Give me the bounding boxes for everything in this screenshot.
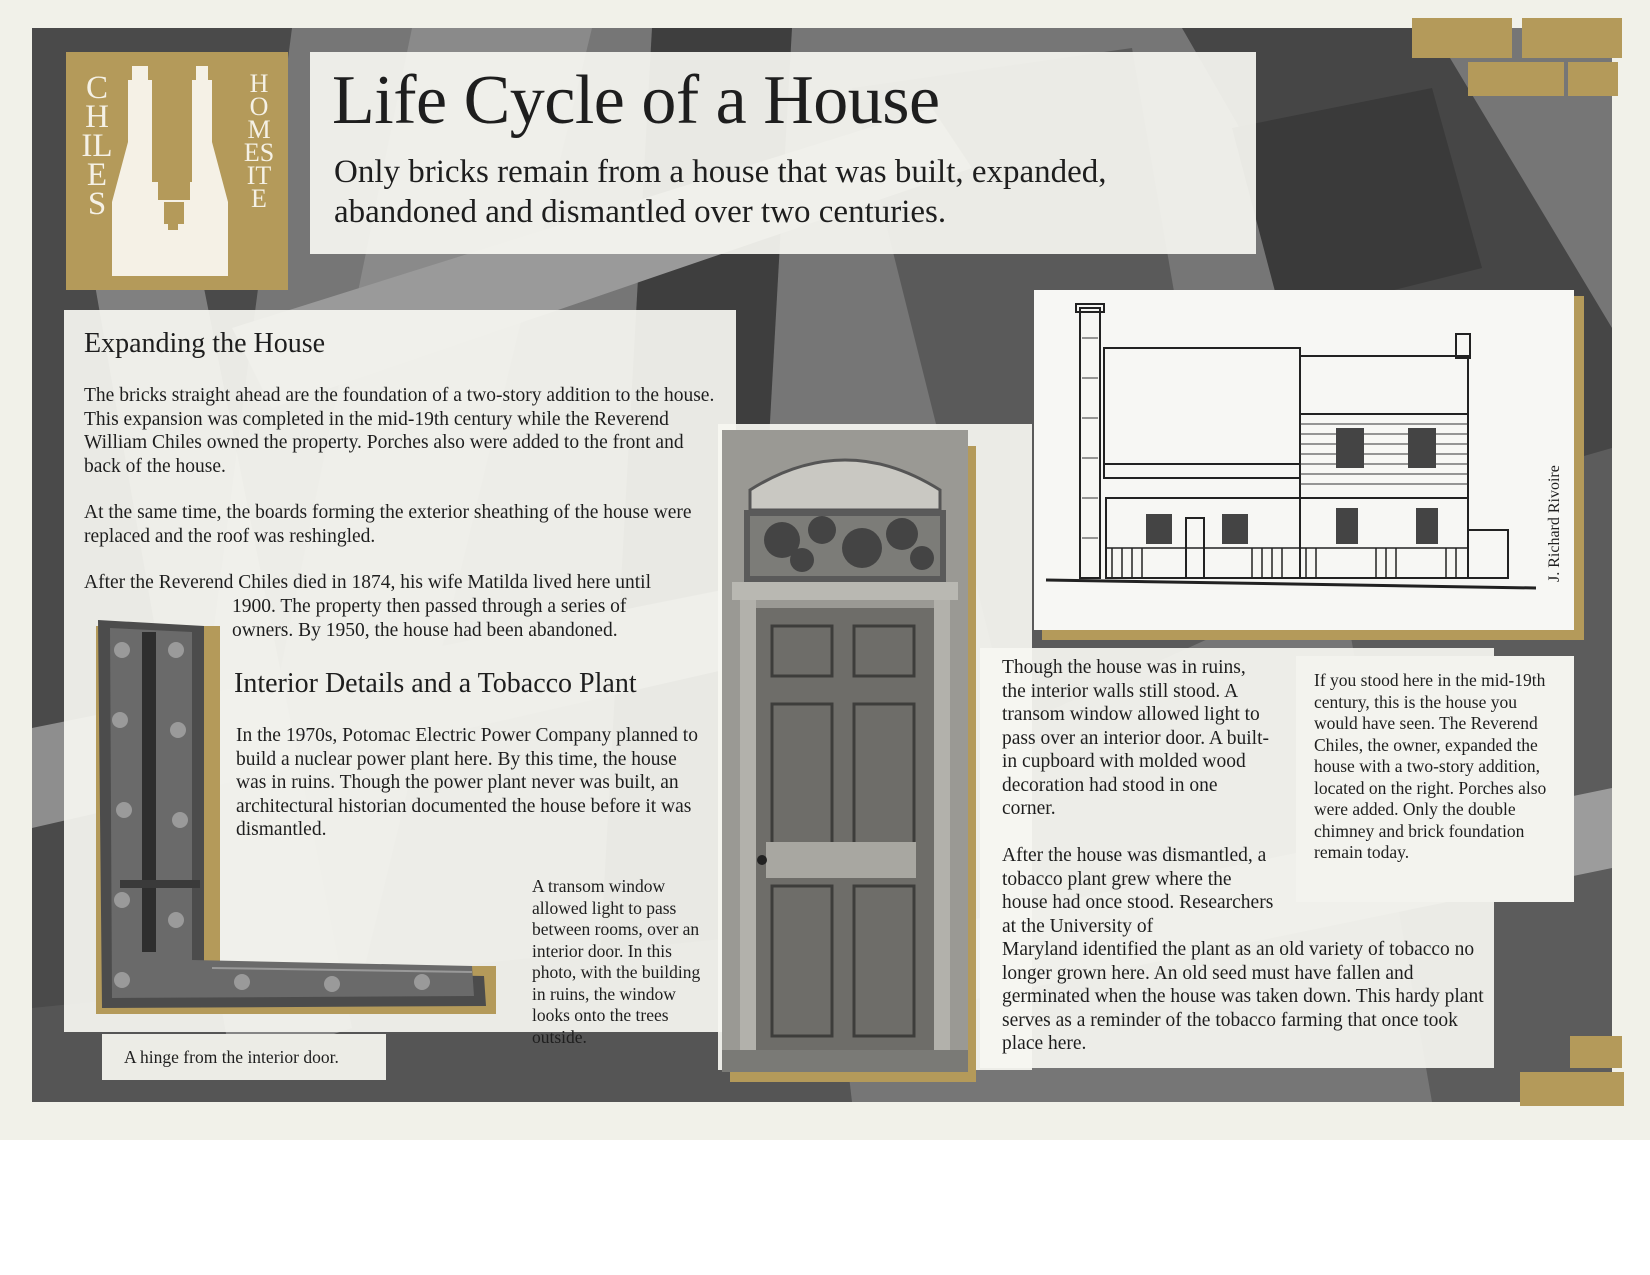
drawing-credit: J. Richard Rivoire [1546, 465, 1563, 582]
ruins-paragraph-2-wide: Maryland identified the plant as an old variety of tobacco no longer grown here. An old seed must have fallen and germinated when the house was taken down. This hardy plant serves as a reminder of the tobacco farming that once took place here. [1002, 939, 1484, 1054]
corner-tab [1568, 62, 1618, 96]
section-heading-expanding: Expanding the House [84, 328, 326, 359]
ruins-paragraph-2-narrow: After the house was dismantled, a tobacco plant grew where the house had once stood. Researchers at the University of [1002, 845, 1274, 937]
hinge-photo [92, 620, 490, 1010]
logo-word-chiles: CHILES [81, 70, 113, 222]
section-heading-interior: Interior Details and a Tobacco Plant [234, 668, 637, 699]
door-photo [722, 430, 968, 1072]
corner-tab [1468, 62, 1564, 96]
transom-caption: A transom window allowed light to pass between rooms, over an interior door. In this photo, with the building in ruins, the window looks onto the trees outside. [532, 876, 701, 1047]
page-title: Life Cycle of a House [332, 62, 940, 139]
expanding-paragraph-2: At the same time, the boards forming the exterior sheathing of the house were replaced and the roof was reshingled. [84, 502, 692, 547]
logo-word-homesite: HOMESITE [243, 69, 275, 213]
interior-paragraph-1: In the 1970s, Potomac Electric Power Company planned to build a nuclear power plant here. By this time, the house was in ruins. Though the power plant never was built, an architectural historian documented the house before it was dismantled. [236, 725, 698, 840]
corner-tab [1570, 1036, 1622, 1068]
page-subtitle: Only bricks remain from a house that was built, expanded, abandoned and dismantled over two centuries. [334, 154, 1107, 230]
drawing-caption: If you stood here in the mid-19th century, this is the house you would have seen. The Reverend Chiles, the owner, expanded the house with a two-story addition, located on the right. Porches also were added. Only the double chimney and brick foundation remain today. [1314, 670, 1547, 862]
house-elevation-drawing [1036, 298, 1546, 608]
expanding-paragraph-3-rest: 1900. The property then passed through a series of owners. By 1950, the house had been abandoned. [232, 596, 627, 641]
expanding-paragraph-3-line1: After the Reverend Chiles died in 1874, his wife Matilda lived here until [84, 572, 651, 593]
hinge-caption: A hinge from the interior door. [124, 1047, 339, 1067]
expanding-paragraph-1: The bricks straight ahead are the foundation of a two-story addition to the house. This expansion was completed in the mid-19th century while the Reverend William Chiles owned the property. Porches also were added to the front and back of the house. [84, 385, 715, 477]
corner-tab [1412, 18, 1512, 58]
corner-tab [1522, 18, 1622, 58]
chiles-homesite-logo [66, 52, 288, 290]
ruins-paragraph-1: Though the house was in ruins, the interior walls still stood. A transom window allowed light to pass over an interior door. A built-in cupboard with molded wood decoration had stood in one corner. [1002, 657, 1270, 819]
corner-tab [1520, 1072, 1624, 1106]
